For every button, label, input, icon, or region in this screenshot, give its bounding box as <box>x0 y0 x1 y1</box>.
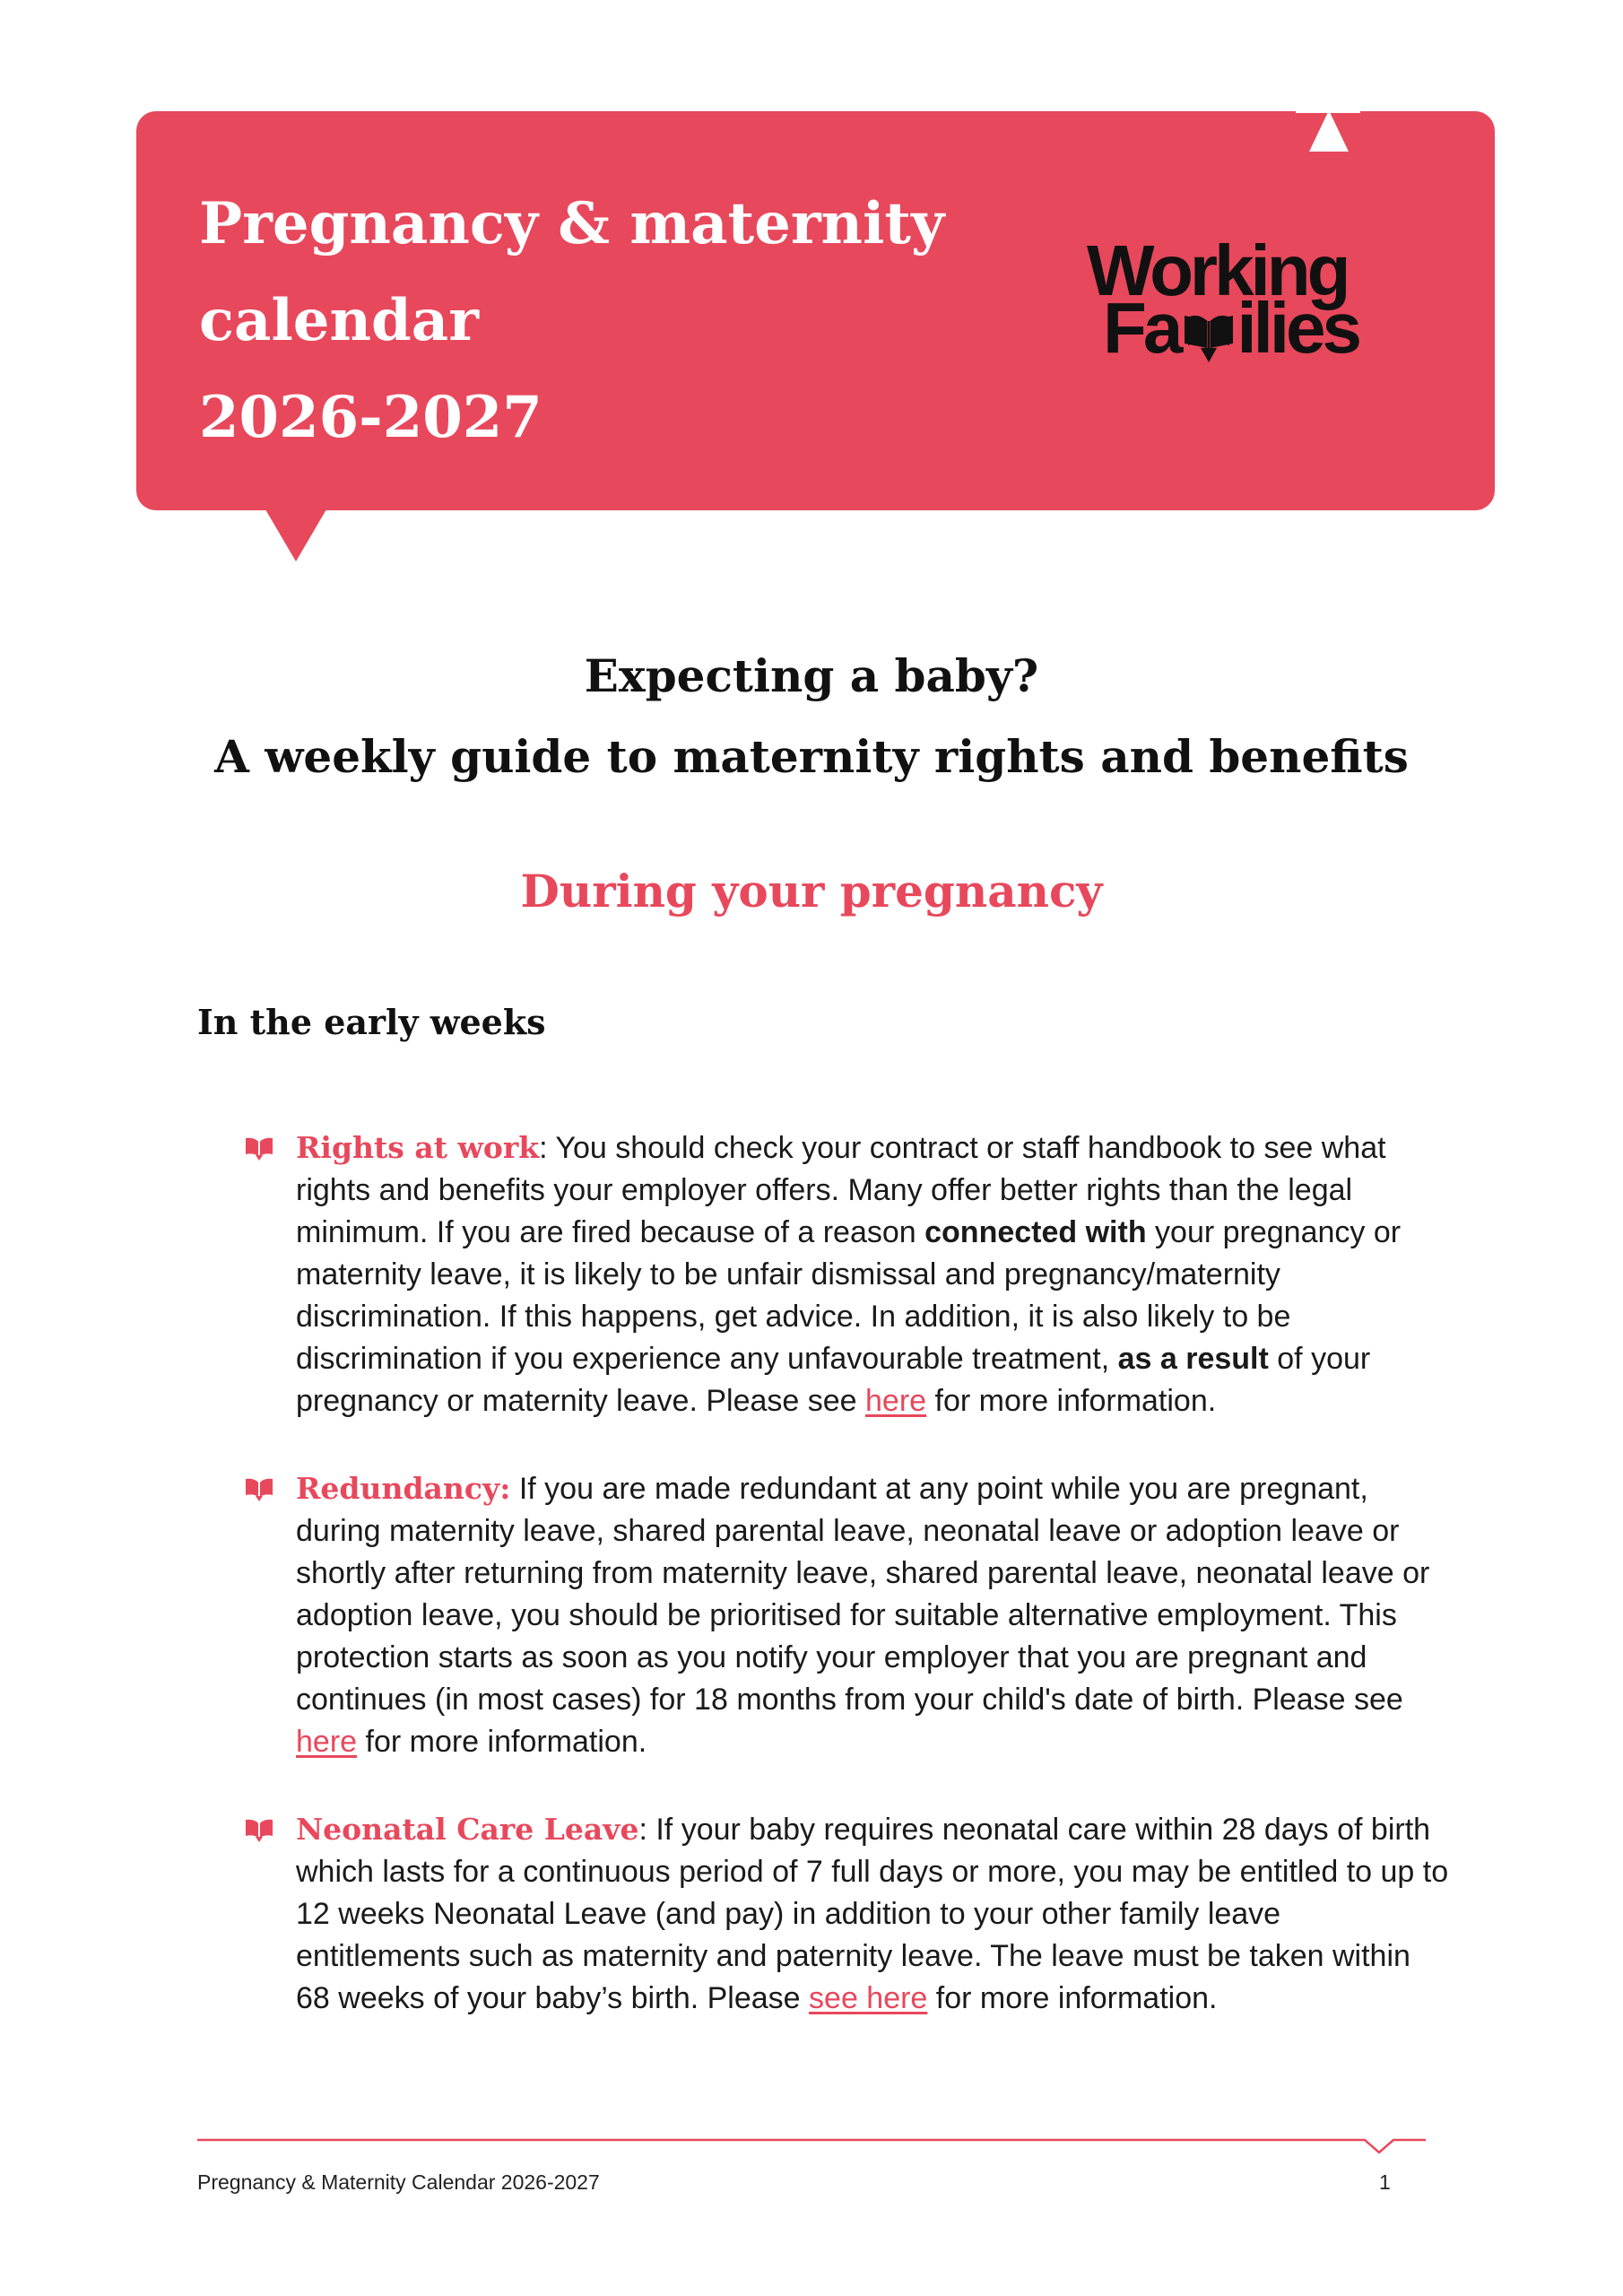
bullet-body-rights-3: of your pregnancy or maternity leave. Please see <box>296 1342 1371 1418</box>
logo-word-working: Working <box>1087 230 1348 310</box>
logo-word-families-end: ilies <box>1237 288 1359 368</box>
bullet-body-redundancy-1: If you are made redundant at any point while you are pregnant, during maternity leave, shared parental leave, neonatal leave or adoption leave or shortly after returning from maternity leave, shared parental leave, neonatal leave or adoption leave, you should be prioritised for suitable alternative employment. This protection starts as soon as you notify your employer that you are pregnant and continues (in most cases) for 18 months from your child's date of birth. Please see <box>296 1472 1430 1717</box>
footer-page-number: 1 <box>1379 2170 1391 2194</box>
footer-document-title: Pregnancy & Maternity Calendar 2026-2027 <box>197 2170 600 2194</box>
logo-heart-icon <box>1179 292 1237 364</box>
bullet-text-neonatal <box>296 1808 1453 2020</box>
heart-book-icon <box>244 1819 274 1842</box>
document-title-line2: calendar <box>199 287 479 354</box>
working-families-logo <box>1083 230 1406 396</box>
redundancy-here-link[interactable]: here <box>296 1725 358 1759</box>
bullet-title-rights: Rights at work <box>296 1130 540 1165</box>
bullet-text-rights <box>296 1126 1453 1422</box>
heart-book-icon <box>244 1137 274 1161</box>
heading-during-pregnancy: During your pregnancy <box>520 865 1103 918</box>
logo-word-families-start: Fa <box>1103 288 1180 368</box>
heading-weekly-guide: A weekly guide to maternity rights and benefits <box>214 730 1409 783</box>
heading-early-weeks: In the early weeks <box>197 1002 546 1042</box>
document-title-line1: Pregnancy & maternity <box>199 190 945 257</box>
bullet-body-neonatal-2: for more information. <box>927 1981 1218 2015</box>
bullet-body-rights-2: your pregnancy or maternity leave, it is likely to be unfair dismissal and pregnancy/maternity discrimination. If this happens, get advice. In addition, it is also likely to be discrimination if you experience any unfavourable treatment, <box>296 1215 1402 1376</box>
rights-here-link[interactable]: here <box>865 1384 927 1418</box>
banner-speech-tail <box>265 509 326 561</box>
bullet-body-redundancy-2: for more information. <box>357 1725 647 1759</box>
bullet-emphasis-connected-with: connected with <box>924 1215 1147 1249</box>
logo-word-families <box>1103 288 1359 368</box>
document-title <box>199 176 1006 466</box>
bullet-emphasis-as-a-result: as a result <box>1117 1342 1269 1376</box>
banner-notch <box>1309 110 1349 152</box>
document-title-line3: 2026-2027 <box>199 384 542 451</box>
neonatal-see-here-link[interactable]: see here <box>809 1981 928 2015</box>
bullet-text-redundancy <box>296 1467 1453 1763</box>
heading-expecting: Expecting a baby? <box>584 649 1039 702</box>
bullet-body-rights-1: : You should check your contract or staff handbook to see what rights and benefits your employer offers. Many offer better rights than the legal minimum. If you are fired because of a reason <box>296 1131 1386 1249</box>
bullet-title-neonatal: Neonatal Care Leave <box>296 1812 639 1847</box>
heart-book-icon <box>244 1478 274 1501</box>
bullet-body-rights-4: for more information. <box>926 1384 1217 1418</box>
bullet-body-neonatal-1: : If your baby requires neonatal care within 28 days of birth which lasts for a continuous period of 7 full days or more, you may be entitled to up to 12 weeks Neonatal Leave (and pay) in addition to your other family leave entitlements such as maternity and paternity leave. The leave must be taken within 68 weeks of your baby’s birth. Please <box>296 1813 1449 2015</box>
bullet-title-redundancy: Redundancy: <box>296 1471 511 1506</box>
